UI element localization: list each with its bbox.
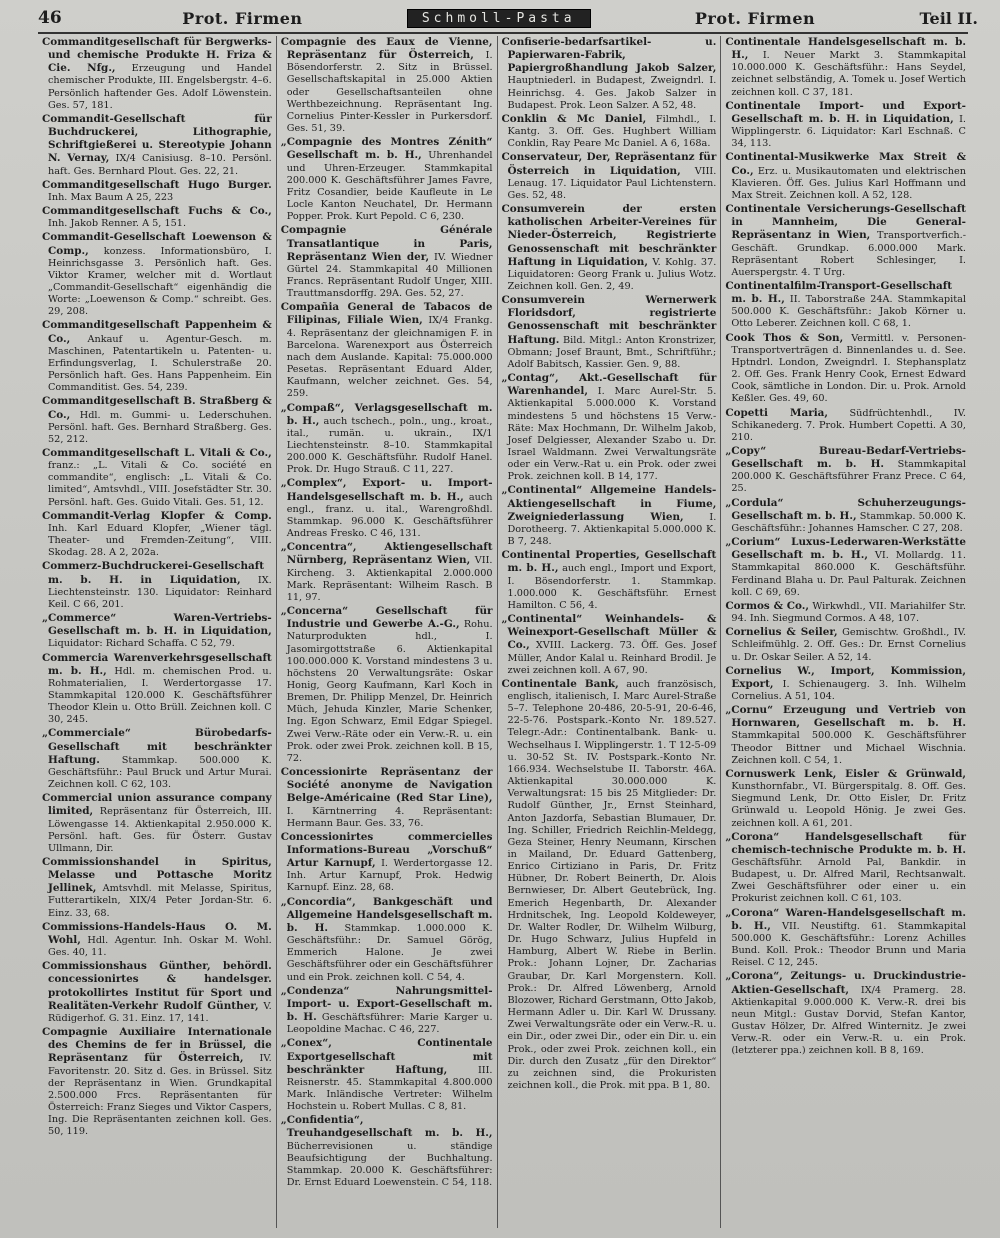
entry-details: Wirkwhdl., VII. Mariahilfer Str. 94. Inh. Siegmund Cormos. A 48, 107.: [731, 600, 966, 625]
entry-firm-name: Commissionshaus Günther, behördl. concessionirtes & handelsger. protokollirtes Institut für Sport und Realitäten-Verkehr Rudolf Günther,: [42, 960, 272, 1012]
entry-details: I. Marc Aurel-Str. 5. Aktienkapital 5.000.000 K. Vorstand mindestens 5 und höchstens 15 Verw.-Räte: Max Hochmann, Dr. Wilhelm Jakob, Josef Delgiesser, Alexander Szabo u. Dr. Israel Waldmann. Zwei Verwaltungsräte oder ein Verw.-Rat u. ein Prok. oder zwei Prok. zeichnen koll. B 14, 177.: [507, 386, 717, 483]
entry-details: II. Taborstraße 24A. Stammkapital 500.000 K. Geschäftsführ.: Jakob Körner u. Otto Leberer. Zeichnen koll. C 68, 1.: [731, 294, 966, 330]
entry-details: Uhrenhandel und Uhren-Erzeuger. Stammkapital 200.000 K. Geschäftsführer James Favre, Fritz Cosandier, beide Kaufleute in Le Locle Kanton Neuchatel, Dr. Hermann Popper. Prok. Kurt Pepold. C 6, 230.: [286, 150, 493, 223]
entry-details: auch engl., franz. u. ital., Warengroßhdl. Stammkap. 96.000 K. Geschäftsführer Andreas Fresko. C 46, 131.: [286, 491, 493, 540]
entry-details: Stammkapital 500.000 K. Geschäftsführer Theodor Bittner und Michael Wischnia. Zeichnen koll. C 54, 1.: [731, 730, 966, 766]
directory-entry: [42, 447, 272, 509]
entry-firm-name: Continentale Handelsgesellschaft m. b. H.,: [725, 36, 966, 62]
entry-details: Stammkap. 50.000 K. Geschäftsführ.: Johannes Hamscher. C 27, 208.: [731, 510, 966, 534]
entry-firm-name: Continentale Import- und Export-Gesellschaft m. b. H. in Liquidation,: [725, 99, 966, 125]
entry-details: Inh. Jakob Renner. A 5, 151.: [48, 218, 187, 230]
entry-firm-name: Concessionirtes commercielles Informations-Bureau „Vorschuß“ Artur Karnupf,: [280, 830, 493, 870]
entry-details: VI. Mollardg. 11. Stammkapital 860.000 K. Geschäftsführ. Ferdinand Blaha u. Dr. Paul Palturak. Zeichnen koll. C 69, 69.: [731, 550, 966, 598]
entry-firm-name: „Complex“, Export- u. Import-Handelsgesellschaft m. b. H.,: [280, 477, 493, 503]
entry-details: IV. Wiedner Gürtel 24. Stammkapital 40 Millionen Francs. Repräsentant Rudolf Unger, XIII. Trauttmansdorffg. 29A. Ges. 52, 27.: [286, 251, 493, 300]
entry-details: Repräsentanz für Österreich, III. Löwengasse 14. Aktienkapital 2.950.000 K. Persönl. haft. Ges. für Österr. Gustav Ullmann, Dir.: [48, 806, 272, 854]
entry-firm-name: Concessionirte Repräsentanz der Société anonyme de Navigation Belge-Américaine (Red Star Line),: [280, 766, 493, 805]
entry-firm-name: Commanditgesellschaft Fuchs & Co.,: [42, 205, 272, 218]
directory-entry: [725, 970, 966, 1057]
entry-firm-name: Commercial union assurance company limited,: [42, 792, 272, 818]
directory-entry: [725, 626, 966, 663]
directory-entry: [281, 896, 493, 984]
directory-entry: [725, 36, 966, 99]
entry-firm-name: Compañia General de Tabacos de Filipinas, Filiale Wien,: [280, 301, 493, 327]
entry-firm-name: Continentale Versicherungs-Gesellschaft in Mannheim, Die General-Repräsentanz in Wien,: [725, 203, 966, 242]
directory-entry: [42, 36, 272, 112]
directory-entry: [281, 1037, 493, 1113]
directory-entry: [725, 445, 966, 496]
entry-details: VIII. Lenaug. 17. Liquidator Paul Lichtenstern. Ges. 52, 48.: [507, 165, 717, 201]
entry-firm-name: „Cordula“ Schuherzeugungs-Gesellschaft m. b. H.,: [725, 496, 966, 522]
entry-firm-name: Compagnie Générale Transatlantique in Paris, Repräsentanz Wien der,: [280, 224, 493, 263]
column-1: [38, 36, 277, 1228]
entry-firm-name: „Continental“ Weinhandels- & Weinexport-Gesellschaft Müller & Co.,: [501, 613, 717, 652]
entry-firm-name: „Compaß“, Verlagsgesellschaft m. b. H.,: [280, 401, 493, 427]
entry-firm-name: Commandit-Gesellschaft für Buchdruckerei, Lithographie, Schriftgießerei u. Stereotypie Johann N. Vernay,: [42, 112, 272, 165]
directory-entry: [502, 372, 717, 483]
entry-details: Stammkap. 1.000.000 K. Geschäftsführ.: Dr. Samuel Görög, Emmerich Halone. Je zwei Geschäftsführer oder ein Geschäftsführer und ein Prok. zeichnen koll. C 54, 4.: [286, 922, 493, 983]
entry-firm-name: Commanditgesellschaft B. Straßberg & Co.,: [42, 395, 272, 421]
entry-firm-name: „Contag“, Akt.-Gesellschaft für Warenhandel,: [501, 372, 717, 398]
directory-entry: [725, 407, 966, 444]
directory-entry: [725, 100, 966, 151]
entry-details: V. Kohlg. 37. Liquidatoren: Georg Frank u. Julius Wotz. Zeichnen koll. Gen. 2, 49.: [507, 256, 717, 292]
directory-entry: [725, 280, 966, 331]
entry-details: Bild. Mitgl.: Anton Kronstrizer, Obmann; Josef Braunt, Bmt., Schriftführ.; Adolf Babitsch, Kassier. Gen. 9, 88.: [507, 334, 717, 370]
entry-firm-name: „Continental“ Allgemeine Handels-Aktiengesellschaft in Fiume, Zweigniederlassung Wien,: [501, 484, 717, 523]
entry-details: Liquidator: Richard Schaffa. C 52, 79.: [48, 638, 235, 650]
entry-details: IX/4 Pramerg. 28. Aktienkapital 9.000.000 K. Verw.-R. drei bis neun Mitgl.: Gustav Dorvid, Stefan Kantor, Gustav Hölzer, Dr. Alfred Winternitz. Je zwei Verw.-R. oder ein Verw.-R. u. ein Prok. (letzterer ppa.) zeichnen koll. B 8, 169.: [731, 984, 966, 1057]
entry-details: Hdl. m. Gummi- u. Lederschuhen. Persönl. haft. Ges. Bernhard Straßberg. Ges. 52, 212.: [48, 409, 272, 445]
part-label: Teil II.: [919, 8, 978, 28]
entry-details: Vermittl. v. Personen-Transportverträgen d. Binnenlandes u. d. See. Hptndrl. London, Zweigndrl. I. Stephansplatz 2. Off. Ges. Frank Henry Cook, Ernest Edward Cook, sämtliche in London. Dir. u. Prok. Arnold Keßler. Ges. 49, 60.: [731, 332, 966, 405]
entry-firm-name: Conservateur, Der, Repräsentanz für Österreich in Liquidation,: [501, 151, 717, 177]
entry-firm-name: Commissionshandel in Spiritus, Melasse und Pottasche Moritz Jellinek,: [42, 856, 272, 895]
directory-entry: [725, 768, 966, 830]
entry-firm-name: „Corona“ Waren-Handelsgesellschaft m. b. H.,: [725, 906, 966, 932]
entry-firm-name: Compagnie des Eaux de Vienne, Repräsentanz für Österreich,: [280, 36, 493, 62]
entry-details: Hdl. m. chemischen Prod. u. Rohmaterialien, I. Werdertorgasse 17. Stammkapital 120.000 K. Geschäftsführer Theodor Klein u. Otto Brüll. Zeichnen koll. C 30, 245.: [48, 665, 272, 726]
entry-firm-name: Commanditgesellschaft für Bergwerks- und chemische Produkte H. Friza & Cie. Nfg.,: [42, 36, 272, 75]
entry-firm-name: Commandit-Gesellschaft Loewenson & Comp.,: [42, 231, 272, 257]
entry-firm-name: Commanditgesellschaft L. Vitali & Co.,: [42, 447, 272, 459]
entry-details: IV. Favoritenstr. 20. Sitz d. Ges. in Brüssel. Sitz der Repräsentanz in Wien. Grundkapital 2.500.000 Frcs. Repräsentanten für Österreich: Franz Sieges und Viktor Caspers, Ing. Die Repräsentanten zeichnen koll. Ges. 50, 119.: [48, 1053, 272, 1138]
directory-entry: [42, 231, 272, 318]
entry-details: Hauptniederl. in Budapest, Zweigndrl. I. Heinrichsg. 4. Ges. Jakob Salzer in Budapest. Prok. Leon Salzer. A 52, 48.: [507, 75, 717, 111]
directory-entry: [281, 477, 493, 540]
running-head-left: Prot. Firmen: [182, 8, 303, 28]
entry-details: auch französisch, englisch, italienisch, I. Marc Aurel-Straße 5–7. Telephone 20-486, 20-5-91, 20-6-46, 22-5-76. Postspark.-Konto Nr. 189.527. Telegr.-Adr.: Continentalbank. Bank- u. Wechselhaus I. Wipplingerstr. 1. T 12-5-09 u. 30-52 St. IV. Postspark.-Konto Nr. 166.934. Wechselstube II. Taborstr. 46A. Aktienkapital 30.000.000 K. Verwaltungsrat: 15 bis 25 Mitglieder: Dr. Rudolf Günther, Jr., Ernst Steinhard, Anton Jazdorfa, Sebastian Blumauer, Dr. Ing. Schiller, Friedrich Reichlin-Meldegg, Geza Steiner, Henry Neumann, Kirschen in Mailand, Dr. Eduard Gattenberg, Enrico Cirtiziano in Paris, Dr. Fritz Hübner, Dr. Robert Beinerth, Dr. Alois Bernwieser, Dr. Albert Geutebrück, Ing. Emerich Hegenbarth, Dr. Alexander Hrdnitschek, Ing. Leopold Koldeweyer, Dr. Walter Rodler, Dr. Wilhelm Wilburg, Dr. Hugo Schwarz, Julius Hupfeld in Hamburg, Albert W. Riebe in Berlin. Prok.: Johann Lojner, Dr. Zacharias Graubar, Dr. Karl Morgenstern. Koll. Prok.: Dr. Alfred Löwenberg, Arnold Blozower, Richard Gerstmann, Otto Jakob, Hermann Adler u. Dir. Karl W. Drussany. Zwei Verwaltungsräte oder ein Verw.-R. u. ein Dir., oder zwei Dir., oder ein Dir. u. ein Prok., oder zwei Prok. zeichnen koll., ein Dir. durch den Zusatz „für den Direktor“ zu zeichnen sind, die Prokuristen zeichnen koll., die Prok. mit ppa. B 1, 80.: [507, 678, 717, 1091]
entry-details: Stammkap. 500.000 K. Geschäftsführ.: Paul Bruck und Artur Murai. Zeichnen koll. C 62, 103.: [48, 754, 272, 791]
entry-details: I. Bösendorferstr. 2. Sitz in Brüssel. Gesellschaftskapital in 25.000 Aktien oder Gesellschaftsanteilen ohne Werthbezeichnung. Repräsentant Ing. Cornelius Pinter-Kessler in Purkersdorf. Ges. 51, 39.: [286, 50, 493, 135]
page-number: 46: [38, 8, 62, 28]
directory-entry: [281, 402, 493, 477]
directory-entry: [42, 319, 272, 394]
entry-firm-name: „Confidentia“, Treuhandgesellschaft m. b. H.,: [280, 1114, 493, 1140]
entry-firm-name: Cormos & Co.,: [725, 599, 810, 612]
entry-details: I. Dorotheerg. 7. Aktienkapital 5.000.000 K. B 7, 248.: [507, 511, 717, 548]
entry-details: Geschäftsführer: Marie Karger u. Leopoldine Machac. C 46, 227.: [286, 1012, 493, 1036]
directory-entry: [281, 36, 493, 135]
entry-firm-name: Commerz-Buchdruckerei-Gesellschaft m. b. H. in Liquidation,: [42, 560, 265, 586]
entry-firm-name: Consumverein Wernerwerk Floridsdorf, registrierte Genossenschaft mit beschränkter Haftung.: [501, 294, 717, 346]
directory-entry: [502, 203, 717, 293]
entry-firm-name: Commanditgesellschaft Hugo Burger.: [42, 178, 272, 191]
directory-entry: [502, 613, 717, 677]
directory-entry: [281, 224, 493, 300]
entry-firm-name: Consumverein der ersten katholischen Arbeiter-Vereines für Nieder-Österreich, Registrierte Genossenschaft mit beschränkter Haftung in Liquidation,: [501, 203, 717, 268]
entry-details: Amtsvhdl. mit Melasse, Spiritus, Futterartikeln, XIX/4 Peter Jordan-Str. 6. Einz. 33, 68.: [48, 883, 272, 919]
column-2: [277, 36, 498, 1228]
entry-details: Bücherrevisionen u. ständige Beaufsichtigung der Buchhaltung. Stammkap. 20.000 K. Geschäftsführer: Dr. Ernst Eduard Loewenstein. C 54, 118.: [286, 1140, 493, 1189]
entry-details: auch tschech., poln., ung., kroat., ital., rumän. u. ukrain., IX/1 Liechtensteinstr. 8–10. Stammkapital 200.000 K. Geschäftsführ. Rudolf Hanel. Prok. Dr. Hugo Strauß. C 11, 227.: [286, 415, 493, 476]
directory-entry: [725, 151, 966, 202]
directory-entry: [42, 179, 272, 204]
directory-entry: [42, 113, 272, 178]
directory-entry: [42, 652, 272, 727]
directory-entry: [725, 704, 966, 767]
directory-entry: [725, 497, 966, 535]
entry-details: Südfrüchtenhdl., IV. Schikanederg. 7. Prok. Humbert Copetti. A 30, 210.: [731, 407, 966, 443]
directory-entry: [281, 301, 493, 400]
directory-entry: [281, 136, 493, 223]
publisher-banner: Schmoll-Pasta: [407, 9, 591, 28]
entry-firm-name: „Commerciale“ Bürobedarfs-Gesellschaft mit beschränkter Haftung.: [42, 727, 272, 766]
directory-entry: [502, 549, 717, 612]
entry-firm-name: Commercia Warenverkehrsgesellschaft m. b. H.,: [42, 651, 272, 677]
entry-details: VII. Kircheng. 3. Aktienkapital 2.000.000 Mark. Repräsentant: Wilheim Rasch. B 11, 97.: [286, 555, 493, 603]
column-3: [498, 36, 722, 1228]
entry-firm-name: Commissions-Handels-Haus O. M. Wohl,: [42, 920, 272, 946]
entry-firm-name: Compagnie Auxiliaire Internationale des Chemins de fer in Brüssel, die Repräsentanz für Österreich,: [42, 1026, 272, 1065]
directory-entry: [42, 727, 272, 791]
entry-details: III. Reisnerstr. 45. Stammkapital 4.800.000 Mark. Inländische Vertreter: Wilhelm Hochstein u. Robert Mullas. C 8, 81.: [286, 1064, 493, 1113]
entry-firm-name: Cornelius W., Import, Kommission, Export,: [725, 664, 966, 690]
entry-firm-name: Continental-Musikwerke Max Streit & Co.,: [725, 151, 966, 177]
directory-entry: [42, 792, 272, 855]
entry-firm-name: „Compagnie des Montres Zénith“ Gesellschaft m. b. H.,: [280, 136, 493, 162]
directory-entry: [725, 665, 966, 703]
directory-entry: [502, 678, 717, 1092]
running-head-right: Prot. Firmen: [694, 8, 816, 28]
entry-details: I. Kärntnerring 4. Repräsentant: Hermann Baur. Ges. 33, 76.: [286, 805, 493, 829]
entry-firm-name: „Condenza“ Nahrungsmittel-Import- u. Export-Gesellschaft m. b. H.: [280, 984, 493, 1024]
directory-entry: [42, 612, 272, 650]
directory-entry: [725, 907, 966, 970]
directory-entry: [42, 560, 272, 611]
directory-entry: [281, 831, 493, 895]
entry-firm-name: Confiserie-bedarfsartikel- u. Papierwaren-Fabrik, Papiergroßhandlung Jakob Salzer,: [501, 36, 717, 75]
directory-entry: [725, 536, 966, 599]
columns-container: [38, 36, 970, 1228]
entry-details: I. Neuer Markt 3. Stammkapital 10.000.000 K. Geschäftsführ.: Hans Seydel, zeichnet selbständig, A. Tomek u. Josef Wertich zeichnen koll. C 37, 181.: [731, 50, 966, 98]
column-4: [721, 36, 970, 1228]
directory-entry: [42, 205, 272, 230]
entry-firm-name: Conklin & Mc Daniel,: [501, 112, 647, 125]
directory-entry: [502, 294, 717, 371]
header-rule: [38, 32, 968, 34]
entry-details: Geschäftsführ. Arnold Pal, Bankdir. in Budapest, u. Dr. Alfred Maril, Rechtsanwalt. Zwei Geschäftsführer oder einer u. ein Prokurist zeichnen koll. C 61, 103.: [731, 857, 966, 905]
entry-firm-name: „Conex“, Continentale Exportgesellschaft mit beschränkter Haftung,: [280, 1037, 493, 1076]
entry-firm-name: Commandit-Verlag Klopfer & Comp.: [42, 509, 272, 522]
entry-firm-name: Continental Properties, Gesellschaft m. b. H.,: [501, 549, 717, 575]
entry-details: Erzeugung und Handel chemischer Produkte, III. Engelsbergstr. 4–6. Persönlich haftender Ges. Adolf Löwenstein. Ges. 57, 181.: [48, 63, 272, 111]
directory-entry: [42, 960, 272, 1025]
directory-entry: [281, 541, 493, 604]
entry-firm-name: „Concordia“, Bankgeschäft und Allgemeine Handelsgesellschaft m. b. H.: [280, 895, 493, 934]
directory-entry: [281, 1114, 493, 1189]
directory-entry: [42, 510, 272, 560]
entry-details: Rohu. Naturprodukten hdl., I. Jasomirgottstraße 6. Aktienkapital 100.000.000 K. Vorstand mindestens 3 u. höchstens 20 Verwaltungsräte: Oskar Honig, Georg Kaufmann, Karl Koch in Bremen, Dr. Philipp Menzel, Dr. Heinrich Müch, Jehuda Kinzler, Marie Schenker, Ing. Egon Schwarz, Emil Edgar Spiegel. Zwei Verw.-Räte oder ein Verw.-R. u. ein Prok. oder zwei Prok. zeichnen koll. B 15, 72.: [286, 619, 493, 764]
entry-details: Hdl. Agentur. Inh. Oskar M. Wohl. Ges. 40, 11.: [48, 934, 272, 959]
entry-firm-name: „Commerce“ Waren-Vertriebs-Gesellschaft m. b. H. in Liquidation,: [42, 612, 272, 638]
directory-entry: [725, 831, 966, 906]
entry-details: Gemischtw. Großhdl., IV. Schleifmühlg. 2. Off. Ges.: Dr. Ernst Cornelius u. Dr. Oskar Seiler. A 52, 14.: [731, 627, 966, 663]
entry-details: konzess. Informationsbüro, I. Heinrichsgasse 3. Persönlich haft. Ges. Viktor Kramer, welcher mit d. Wortlaut „Commandit-Gesellschaft“ eigenhändig die Worte: „Loewenson & Comp.“ schreibt. Ges. 29, 208.: [48, 245, 272, 318]
directory-entry: [502, 113, 717, 150]
entry-details: Filmhdl., I. Kantg. 3. Off. Ges. Hughbert William Conklin, Ray Peare Mc Daniel. A 6, 168a.: [507, 113, 717, 150]
entry-firm-name: „Corona“ Handelsgesellschaft für chemisch-technische Produkte m. b. H.: [725, 830, 966, 856]
entry-details: Stammkapital 200.000 K. Geschäftsführer Franz Prece. C 64, 25.: [731, 459, 966, 495]
entry-details: franz.: „L. Vitali & Co. société en commandite“, englisch: „L. Vitali & Co. limited“, Amtsvhdl., VIII. Josefstädter Str. 30. Persönl. haft. Ges. Guido Vitali. Ges. 51, 12.: [48, 460, 272, 508]
entry-details: IX. Liechtensteinstr. 130. Liquidator: Reinhard Keil. C 66, 201.: [48, 574, 272, 610]
entry-firm-name: „Cornu“ Erzeugung und Vertrieb von Hornwaren, Gesellschaft m. b. H.: [725, 704, 966, 730]
directory-entry: [42, 1026, 272, 1138]
entry-firm-name: Cook Thos & Son,: [725, 331, 844, 344]
directory-entry: [502, 484, 717, 548]
entry-details: auch engl., Import und Export, I. Bösendorferstr. 1. Stammkap. 1.000.000 K. Geschäftsführ. Ernest Hamilton. C 56, 4.: [507, 563, 717, 611]
entry-details: I. Schienaugerg. 3. Inh. Wilhelm Cornelius. A 51, 104.: [731, 678, 966, 702]
entry-firm-name: Commanditgesellschaft Pappenheim & Co.,: [42, 319, 272, 345]
directory-entry: [281, 766, 493, 830]
directory-entry: [281, 605, 493, 765]
entry-details: Inh. Karl Eduard Klopfer, „Wiener tägl. Theater- und Fremden-Zeitung“, VIII. Skodag. 28. A 2, 202a.: [48, 522, 272, 559]
page-header: [38, 4, 978, 32]
directory-entry: [725, 203, 966, 279]
entry-firm-name: Continentale Bank,: [501, 677, 619, 690]
entry-firm-name: Cornuswerk Lenk, Eisler & Grünwald,: [725, 767, 966, 780]
entry-firm-name: „Concentra“, Aktiengesellschaft Nürnberg, Repräsentanz Wien,: [280, 541, 493, 567]
entry-details: IX/4 Frankg. 4. Repräsentanz der gleichnamigen F. in Barcelona. Warenexport aus Österreich nach dem Auslande. Kapital: 75.000.000 Pesetas. Repräsentant Eduard Alder, Kaufmann, welcher zeichnet. Ges. 54, 259.: [286, 315, 493, 400]
directory-entry: [725, 332, 966, 406]
directory-entry: [42, 856, 272, 920]
entry-firm-name: Continentalfilm-Transport-Gesellschaft m. b. H.,: [725, 279, 953, 306]
entry-details: I. Wipplingerstr. 6. Liquidator: Karl Eschnaß. C 34, 113.: [731, 113, 966, 150]
entry-firm-name: „Corona“, Zeitungs- u. Druckindustrie-Aktien-Gesellschaft,: [725, 970, 966, 996]
entry-details: Ankauf u. Agentur-Gesch. m. Maschinen, Patentartikeln u. Patenten- u. Erfindungsverlag, I. Schulerstraße 20. Persönlich haft. Ges. Hans Pappenheim. Ein Commanditist. Ges. 54, 239.: [48, 333, 272, 394]
directory-entry: [281, 985, 493, 1037]
entry-details: Erz. u. Musikautomaten und elektrischen Klavieren. Öff. Ges. Julius Karl Hoffmann und Max Streit. Zeichnen koll. A 52, 128.: [731, 165, 966, 201]
entry-details: XVIII. Lackerg. 73. Öff. Ges. Josef Müller, Andor Kalal u. Reinhard Brodil. Je zwei zeichnen koll. A 67, 90.: [507, 640, 717, 676]
entry-details: V. Rüdigerhof. G. 31. Einz. 17, 141.: [48, 1000, 272, 1024]
entry-details: Inh. Max Baum A 25, 223: [48, 191, 174, 203]
directory-entry: [502, 36, 717, 112]
directory-entry: [725, 600, 966, 625]
entry-details: Kunsthornfabr., VI. Bürgerspitalg. 8. Off. Ges. Siegmund Lenk, Dr. Otto Eisler, Dr. Fritz Grünwald u. Leopold Hönig. Je zwei Ges. zeichnen koll. A 61, 201.: [731, 781, 966, 829]
entry-firm-name: „Corium“ Luxus-Lederwaren-Werkstätte Gesellschaft m. b. H.,: [725, 536, 966, 562]
entry-firm-name: „Copy“ Bureau-Bedarf-Vertriebs-Gesellschaft m. b. H.: [725, 445, 966, 471]
entry-details: I. Werdertorgasse 12. Inh. Artur Karnupf, Prok. Hedwig Karnupf. Einz. 28, 68.: [286, 858, 493, 894]
entry-details: VII. Neustiftg. 61. Stammkapital 500.000 K. Geschäftsführ.: Lorenz Achilles Bund. Koll. Prok.: Theodor Brunn und Maria Reisel. C 12, 245.: [731, 920, 966, 969]
entry-firm-name: Copetti Maria,: [725, 406, 828, 419]
entry-firm-name: „Concerna“ Gesellschaft für Industrie und Gewerbe A.-G.,: [280, 605, 493, 631]
directory-entry: [502, 151, 717, 202]
directory-entry: [42, 921, 272, 959]
entry-details: IX/4 Canisiusg. 8–10. Persönl. haft. Ges. Bernhard Plout. Ges. 22, 21.: [48, 153, 272, 177]
entry-firm-name: Cornelius & Seiler,: [725, 626, 838, 639]
entry-details: Transportverfich.-Geschäft. Grundkap. 6.000.000 Mark. Repräsentant Robert Schlesinger, I. Auerspergstr. 4. T Urg.: [731, 230, 966, 278]
directory-entry: [42, 395, 272, 446]
